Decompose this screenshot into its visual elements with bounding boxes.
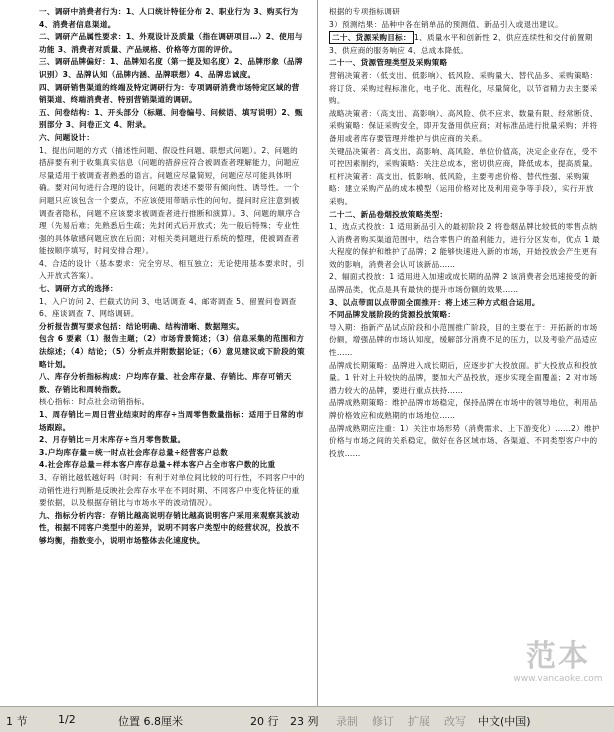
left-text-column: [39, 6, 305, 548]
status-position[interactable]: 位置 6.8厘米: [118, 715, 183, 728]
status-language[interactable]: 中文(中国): [478, 715, 531, 728]
paragraph-text: 杠杆决策者：高支出、低影响、低风险，主要考虑价格、替代性强、采购策略：建立采购产品的成本模型（运用价格对比及利用竞争等手段），实行开放采购。: [329, 171, 594, 206]
paragraph: [329, 322, 601, 360]
paragraph: [39, 283, 305, 296]
paragraph-text: 3、以点带面以点带面全面推开：将上述三种方式组合运用。: [329, 297, 540, 307]
watermark-logo-text: 范本: [526, 639, 590, 674]
paragraph: [329, 209, 601, 222]
paragraph: [39, 459, 305, 472]
paragraph: [39, 371, 305, 396]
paragraph: [39, 132, 305, 145]
paragraph-text: 品牌成熟期应注重：1）关注市场形势（消费需求、上下游变化）……2）维护价格与市场之间的关系稳定，做好在各区域市场、各渠道、不同类型客户中的投放……: [329, 423, 600, 458]
paragraph: [329, 171, 601, 209]
paragraph-text: 品牌成熟期策略：维护品牌市场稳定，保持品牌在市场中的领导地位，利用品牌价格效应和成熟期的市场地位……: [329, 398, 598, 420]
paragraph: [329, 423, 601, 461]
paragraph-text: 4.社会库存总量＝样本客户库存总量÷样本客户占全市客户数的比重: [39, 460, 276, 470]
status-rec[interactable]: 录制: [336, 715, 358, 728]
paragraph: [329, 397, 601, 422]
paragraph: [329, 108, 601, 146]
paragraph: [39, 82, 305, 107]
status-line[interactable]: 20 行: [250, 715, 279, 728]
paragraph: [39, 333, 305, 371]
paragraph: [329, 297, 601, 310]
paragraph: [39, 510, 305, 548]
paragraph: [39, 296, 305, 321]
paragraph-text: 根据的专项指标调研: [329, 7, 401, 16]
status-trk[interactable]: 修订: [372, 715, 394, 728]
paragraph: [329, 271, 601, 296]
paragraph-text: 包含 6 要素（1）报告主题；（2）市场背景简述；（3）信息采集的范围和方法综述；（4）结论；（5）分析点并附数据论证；（6）意见建议或下阶段的策略计划。: [39, 334, 305, 369]
paragraph-text: 4、合适的设计（基本要求：完全穷尽、相互独立；无论使用基本要求时，引入开放式答案）。: [39, 258, 305, 281]
column-divider: [317, 0, 318, 706]
paragraph-text: 核心指标：时点社会动销指标。: [39, 397, 150, 407]
status-ovr[interactable]: 改写: [444, 715, 466, 728]
paragraph-text: 分析报告撰写要求包括：结论明确、结构清晰、数据翔实。: [39, 321, 245, 331]
paragraph-text: 导入期：指新产品试点阶段和小范围推广阶段，目的主要在于：开拓新的市场份额，增强品牌的市场认知度，缓解部分消费不足的压力，以及考验产品适应性……: [329, 322, 598, 358]
paragraph-text-rest: 1、质量水平和创新性 2、供应连续性和交付前置期 3、供应商的服务响应 4、总成本降低。: [329, 33, 593, 55]
paragraph-text: 1、提出问题的方式（描述性问题、假设性问题、联想式问题）。2、问题的措辞要有利于收集真实信息（问题的措辞应符合被调查者理解能力，问题应尽量适用于被调查者熟悉的语言。问题应尽量简短，问题应尽可能具体明确。要对问句进行合理的设计，问题的表述不要带有倾向性、诱导性。一个问题只应该包含一个要点，不应该使用带暗示性的问句。提问时应注意到被调查者隐私，问题不应该要求被调查者进行推断和演算）。3、问题的顺序合理（先易后难；先熟悉后生疏；先封闭式后开放式；先一般后特殊；专业性强的具体敏感问题应放在后面；对相关类问题进行系统的整理，使被调查者能按顺序填写，时间安排合理）。: [39, 145, 301, 256]
paragraph-text: 八、库存分析指标构成：户均库存量、社会库存量、存销比、库存可销天数、存销比和周转指数。: [39, 372, 292, 394]
paragraph: [329, 146, 601, 171]
status-bar: [0, 706, 614, 732]
paragraph: [39, 434, 305, 447]
paragraph: [329, 31, 601, 57]
paragraph-text: 一、调研中消费者行为：1、人口统计特征分布 2、职业行为 3、购买行为 4、消费者信息渠道。: [39, 7, 299, 29]
watermark-url: www.vancaoke.com: [513, 674, 603, 684]
paragraph-text: 五、问卷结构：1、开头部分（标题、问卷编号、问候语、填写说明）2、甄别部分 3、问卷正文 4、附录。: [39, 107, 303, 130]
paragraph-text: 二十二、新品卷烟投放策略类型：: [329, 209, 448, 219]
paragraph-text: 2、辐面式投放：1 适用进入加速或成长期的品牌 2 该消费者会迅速接受的新品牌品类，优点是具有最快的提升市场份额的效果……: [329, 272, 598, 295]
paragraph-text: 不同品牌发展阶段的货源投放策略：: [329, 310, 456, 320]
paragraph-text: 战略决策者：（高支出、高影响）、高风险、供不应求、数量有限、经常断货、采购策略：保证采购安全，即开发备用供应商；对标准品进行批量采购；并将备用或者库存要管理并维护与供应商的关系。: [329, 108, 598, 143]
paragraph: [329, 19, 601, 32]
paragraph: [39, 31, 305, 56]
paragraph: [329, 221, 601, 271]
paragraph: [39, 56, 305, 81]
paragraph-text: 1、选点式投放：1 适用新品引入的最初阶段 2 将卷烟品牌比较低的零售点纳入消费者购买渠道范围中，结合零售户的盈利能力，进行分区发布，优点 1 最大程度的保护和维护了品牌；2 能够快速进入新的市场，开始投放会产生更有效的影响，消费者会认可该新品……: [329, 222, 601, 269]
paragraph-text: 1、入户访问 2、拦截式访问 3、电话调查 4、邮寄调查 5、留置问卷调查 6、座谈调查 7、网络调研。: [39, 296, 297, 319]
paragraph-text: 二十、货源采购目标：: [329, 31, 414, 44]
paragraph: [39, 321, 305, 334]
paragraph-text: 关键品决策者：高支出、高影响、高风险、单位价值高，决定企业存在，受不可控因素制约，采购策略：关注总成本，密切供应商，降低成本，提高质量。: [329, 146, 598, 169]
paragraph-text: 二十一、货源管理类型及采购策略: [329, 58, 448, 68]
paragraph: [39, 447, 305, 460]
paragraph-text: 九、指标分析内容：存销比越高说明存销比越高说明客户采用来观察其波动性，根据不同客户类型中的差异，说明不同客户类型中的经营状况，投放不够均衡，指数变小，说明市场整体去化速度快。: [39, 510, 300, 545]
paragraph-text: 2、月存销比＝月末库存÷当月零售数量。: [39, 435, 186, 445]
paragraph-text: 3、存销比越低越好吗（时间：有利于对单位间比较的可行性，不同客户中的动销性进行判断是反映社会库存水平在不同时期、不同客户中变化特征的重要依据，以及根据存销比与市场水平的波动情况）。: [39, 472, 305, 508]
status-page[interactable]: 1/2: [58, 713, 76, 726]
paragraph: [39, 396, 305, 409]
paragraph: [329, 57, 601, 70]
paragraph: [39, 145, 305, 258]
watermark-logo: [508, 640, 608, 700]
paragraph: [329, 6, 601, 19]
paragraph-text: 三、调研品牌偏好：1、品牌知名度（第一提及知名度）2、品牌形象（品牌识别）3、品牌认知（品牌内涵、品牌联想）4、品牌忠诚度。: [39, 57, 303, 79]
paragraph-text: 六、问题设计：: [39, 132, 95, 142]
paragraph: [39, 472, 305, 510]
paragraph: [329, 70, 601, 108]
paragraph-text: 营销决策者：（低支出、低影响）、低风险、采购量大、替代品多、采购策略：将订货、采购过程标准化，电子化、流程化，尽量简化，以节省精力去主要采购。: [329, 70, 598, 106]
right-text-column: [329, 6, 601, 460]
paragraph: [39, 107, 305, 132]
paragraph-text: 七、调研方式的选择：: [39, 284, 118, 294]
paragraph-text: 二、调研产品属性要求：1、外观设计及质量（指在调研项目…）2、使用与功能 3、消费者对质量、产品规格、价格等方面的评价。: [39, 32, 303, 54]
paragraph-text: 3.户均库存量＝统一时点社会库存总量÷经营客户总数: [39, 447, 229, 457]
paragraph: [39, 6, 305, 31]
paragraph-text: 品牌成长期策略：品牌进入成长期后，应逐步扩大投放面。扩大投放点和投放量。1 针对上升较快的品牌，要加大产品投放，逐步实现全面覆盖；2 对市场潜力较大的品牌，要进行重点扶持……: [329, 360, 598, 395]
paragraph-text: 1、周存销比＝周日营业结束时的库存÷当周零售数量指标：适用于日常的市场跟踪。: [39, 410, 304, 432]
status-column[interactable]: 23 列: [290, 715, 319, 728]
paragraph: [329, 360, 601, 398]
paragraph-text: 四、调研销售渠道的终端及特定调研行为：专项调研消费市场特定区域的营销渠道、终端消费者、特别营销渠道的调研。: [39, 82, 300, 105]
paragraph-text: 3）预测结果：品种中各在销单品的预测值、新品引入或退出建议。: [329, 19, 564, 29]
paragraph: [39, 409, 305, 434]
status-ext[interactable]: 扩展: [408, 715, 430, 728]
status-section[interactable]: 1 节: [6, 715, 28, 728]
paragraph: [39, 258, 305, 283]
paragraph: [329, 309, 601, 322]
